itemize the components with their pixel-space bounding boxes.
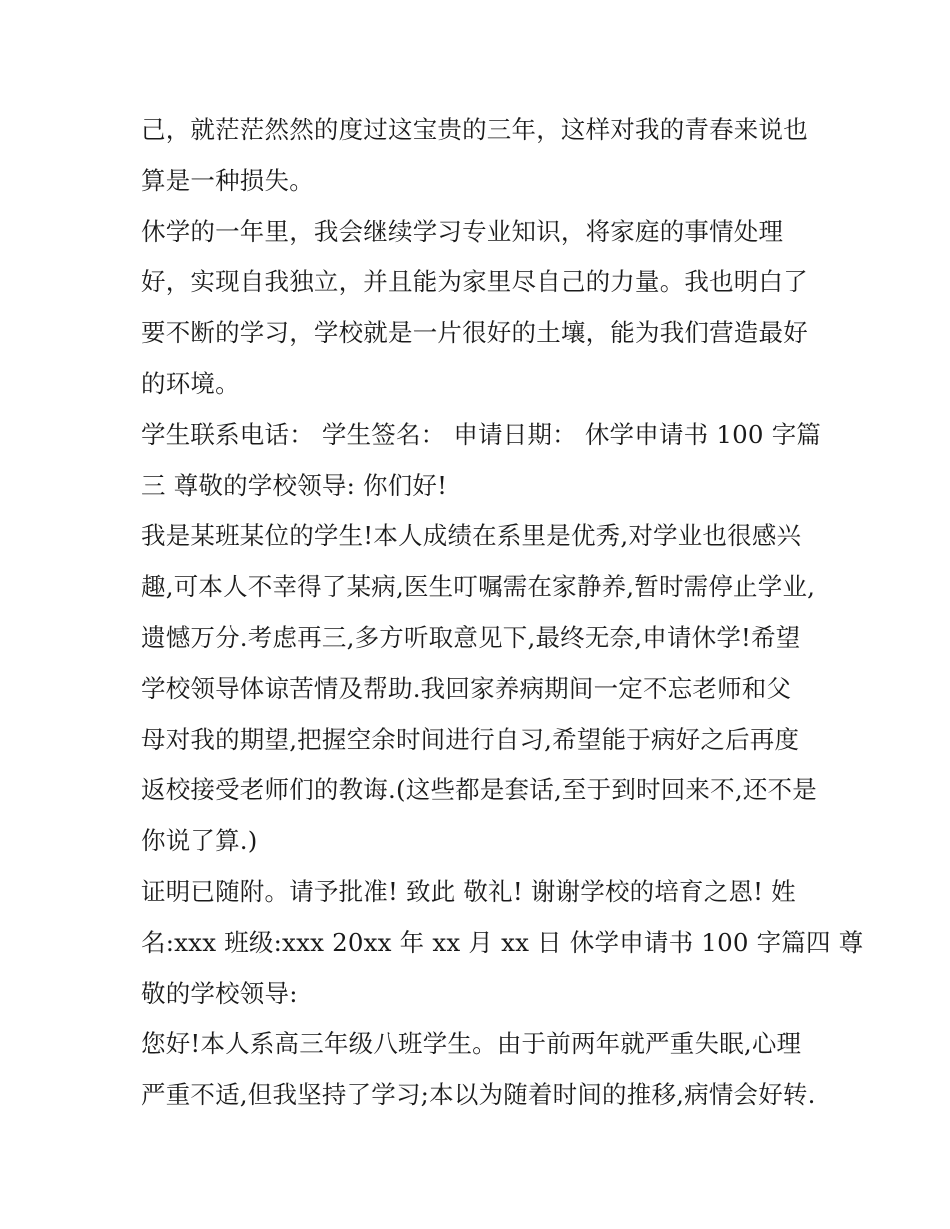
text-line: 名:xxx 班级:xxx 20xx 年 xx 月 xx 日 休学申请书 100 字篇四 尊 bbox=[141, 927, 864, 957]
text-line: 的环境。 bbox=[141, 368, 240, 398]
text-line: 好，实现自我独立，并且能为家里尽自己的力量。我也明白了 bbox=[141, 267, 808, 297]
text-line: 己，就茫茫然然的度过这宝贵的三年，这样对我的青春来说也 bbox=[141, 115, 808, 144]
text-line: 您好!本人系高三年级八班学生。由于前两年就严重失眠,心理 bbox=[141, 1029, 802, 1059]
document-body bbox=[141, 105, 864, 1121]
text-line: 证明已随附。请予批准! 致此 敬礼! 谢谢学校的培育之恩! 姓 bbox=[141, 876, 796, 906]
text-line: 返校接受老师们的教诲.(这些都是套话,至于到时回来不,还不是 bbox=[141, 775, 817, 805]
text-line: 三 尊敬的学校领导: 你们好! bbox=[141, 470, 448, 500]
text-line: 母对我的期望,把握空余时间进行自习,希望能于病好之后再度 bbox=[141, 724, 800, 754]
text-line: 要不断的学习，学校就是一片很好的土壤，能为我们营造最好 bbox=[141, 318, 808, 348]
text-line: 我是某班某位的学生!本人成绩在系里是优秀,对学业也很感兴 bbox=[141, 521, 802, 551]
text-line: 敬的学校领导: bbox=[141, 978, 298, 1008]
text-line: 遗憾万分.考虑再三,多方听取意见下,最终无奈,申请休学!希望 bbox=[141, 622, 801, 652]
text-line: 严重不适,但我坚持了学习;本以为随着时间的推移,病情会好转. bbox=[141, 1080, 816, 1110]
text-line: 算是一种损失。 bbox=[141, 165, 314, 195]
text-line: 趣,可本人不幸得了某病,医生叮嘱需在家静养,暂时需停止学业, bbox=[141, 572, 816, 602]
text-line: 你说了算.) bbox=[141, 826, 258, 856]
text-line: 学生联系电话： 学生签名： 申请日期： 休学申请书 100 字篇 bbox=[141, 419, 822, 449]
text-line: 休学的一年里，我会继续学习专业知识，将家庭的事情处理 bbox=[141, 216, 784, 246]
text-line: 学校领导体谅苦情及帮助.我回家养病期间一定不忘老师和父 bbox=[141, 673, 792, 703]
